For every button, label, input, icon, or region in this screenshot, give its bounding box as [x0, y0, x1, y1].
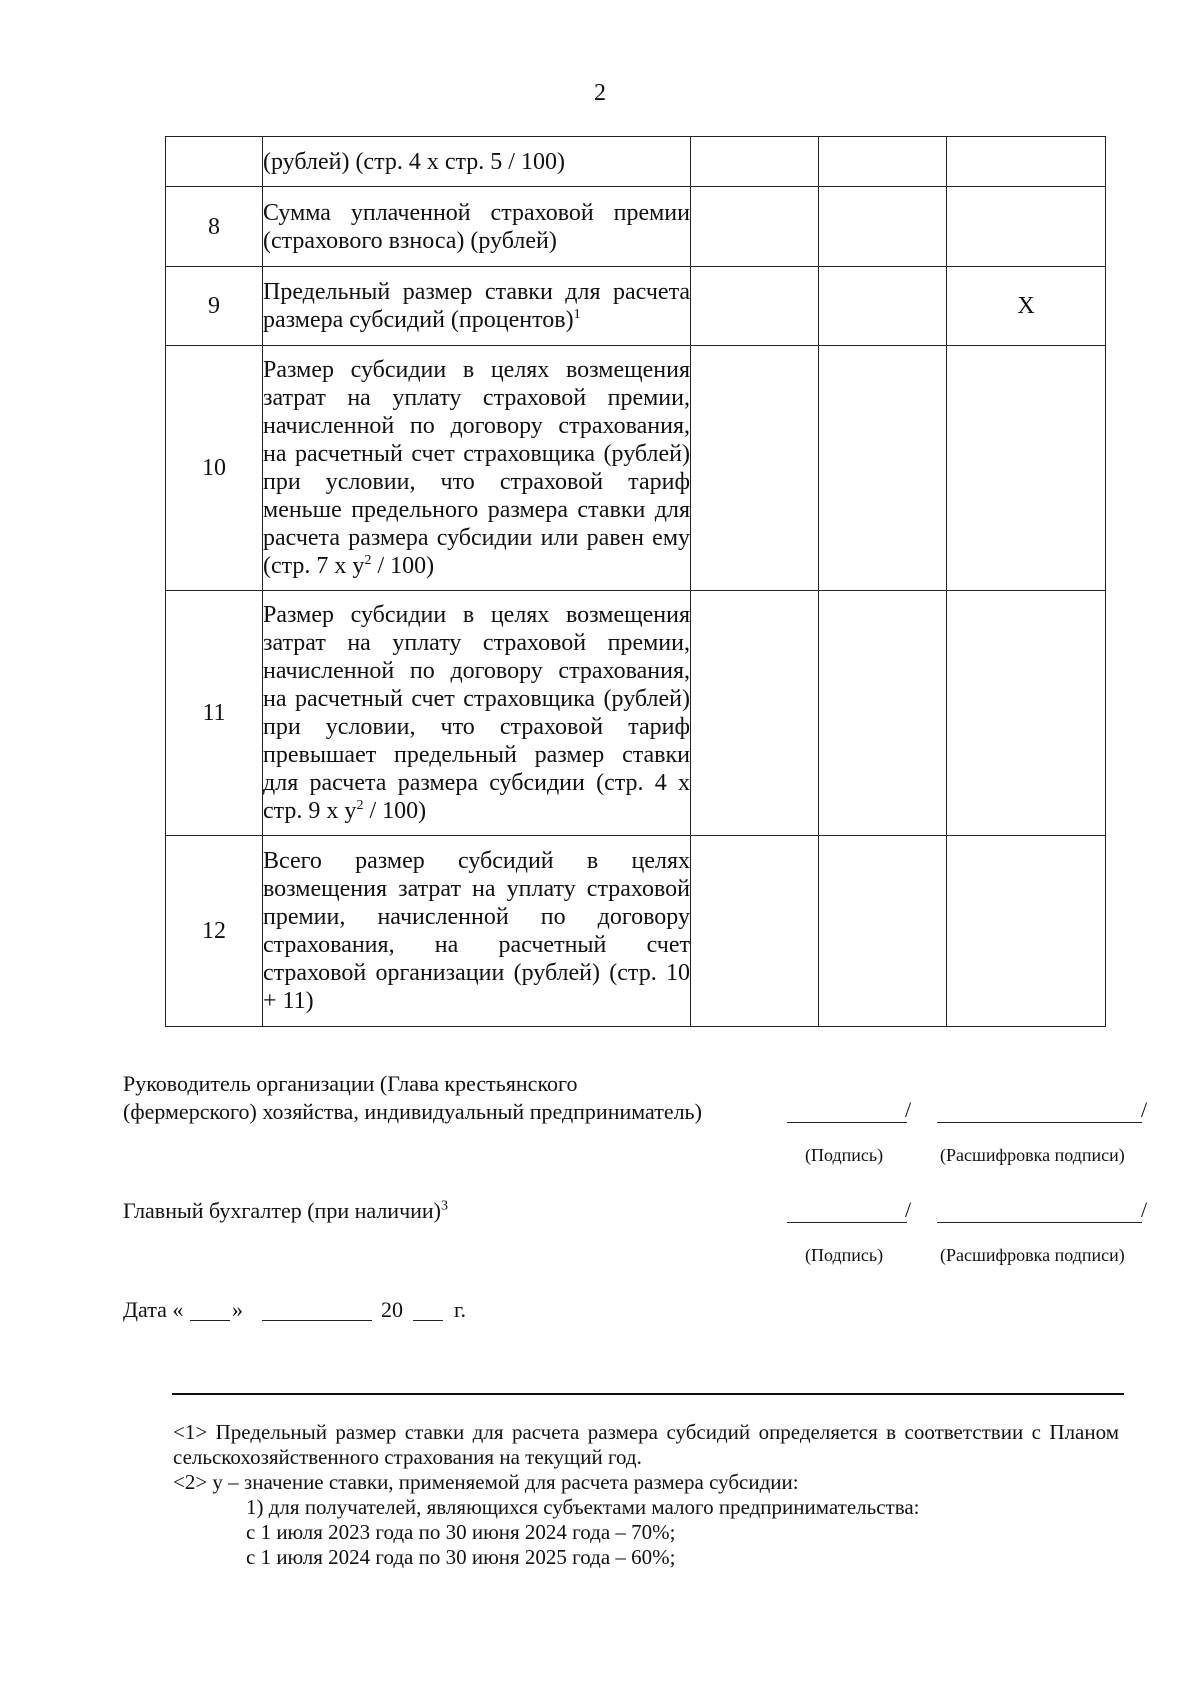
value-cell — [947, 137, 1106, 187]
row-number: 11 — [166, 591, 263, 836]
footnote-ref: 2 — [364, 553, 372, 568]
value-cell — [691, 591, 819, 836]
row-number — [166, 137, 263, 187]
signature-line[interactable] — [787, 1222, 907, 1223]
signature-line[interactable] — [787, 1122, 907, 1123]
table-row — [166, 267, 1106, 346]
date-month-field[interactable] — [262, 1320, 372, 1321]
row-number: 10 — [166, 346, 263, 591]
table-row — [166, 346, 1106, 591]
value-cell — [947, 836, 1106, 1027]
accountant-title: Главный бухгалтер (при наличии)$^3$ — [123, 1198, 449, 1223]
value-cell — [691, 267, 819, 346]
table-row — [166, 591, 1106, 836]
row-description: Сумма уплаченной страховой премии (страхового взноса) (рублей) — [263, 187, 691, 267]
value-cell: Х — [947, 267, 1106, 346]
table-row — [166, 137, 1106, 187]
footnote-ref: 1 — [573, 307, 581, 322]
footnote-separator — [172, 1393, 1124, 1395]
value-cell — [691, 836, 819, 1027]
value-cell — [947, 187, 1106, 267]
value-cell — [819, 836, 947, 1027]
head-title-line1: Руководитель организации (Глава крестьянского — [123, 1071, 578, 1096]
value-cell — [819, 346, 947, 591]
value-cell — [691, 346, 819, 591]
value-cell — [691, 187, 819, 267]
head-title-line2: (фермерского) хозяйства, индивидуальный предприниматель) — [123, 1099, 702, 1124]
signature-decoding-line[interactable] — [937, 1222, 1142, 1223]
footnote-2-item-1: 1) для получателей, являющихся субъектами малого предпринимательства: — [246, 1495, 920, 1519]
separator-slash: / — [1141, 1097, 1148, 1122]
value-cell — [947, 346, 1106, 591]
table-row — [166, 187, 1106, 267]
date-year-suffix: г. — [454, 1297, 467, 1322]
signature-decoding-caption: (Расшифровка подписи) — [940, 1145, 1125, 1165]
row-number: 9 — [166, 267, 263, 346]
row-description: Предельный размер ставки для расчета размера субсидий (процентов)$^1$ — [263, 267, 691, 346]
footnote-1: <1> Предельный размер ставки для расчета размера субсидий определяется в соответствии с Планом сельскохозяйственного страхования на текущий год. — [173, 1420, 1119, 1469]
value-cell — [691, 137, 819, 187]
signature-caption: (Подпись) — [805, 1145, 884, 1165]
row-number: 12 — [166, 836, 263, 1027]
separator-slash: / — [1141, 1197, 1148, 1222]
value-cell — [947, 591, 1106, 836]
footnote-2-period-2: с 1 июля 2024 года по 30 июня 2025 года – 60%; — [246, 1545, 676, 1569]
row-description: (рублей) (стр. 4 х стр. 5 / 100) — [263, 137, 691, 187]
value-cell — [819, 137, 947, 187]
page-number: 2 — [594, 80, 606, 106]
value-cell — [819, 591, 947, 836]
row-description: Размер субсидии в целях возмещения затрат на уплату страховой премии, начисленной по договору страхования, на расчетный счет страховщика (рублей) при условии, что страховой тариф превышает предельный размер ставки для расчета размера субсидии (стр. 4 х стр. 9 х $у^2 / 100$) — [263, 591, 691, 836]
signature-caption: (Подпись) — [805, 1245, 884, 1265]
footnote-2-period-1: с 1 июля 2023 года по 30 июня 2024 года – 70%; — [246, 1520, 676, 1544]
subsidy-calculation-table — [165, 136, 1106, 1027]
separator-slash: / — [905, 1097, 912, 1122]
row-description: Всего размер субсидий в целях возмещения затрат на уплату страховой премии, начисленной по договору страхования, на расчетный счет страховой организации (рублей) (стр. 10 + 11) — [263, 836, 691, 1027]
footnote-2: <2> у – значение ставки, применяемой для расчета размера субсидии: — [173, 1470, 799, 1494]
date-year-field[interactable] — [413, 1320, 443, 1321]
date-year-prefix: 20 — [381, 1297, 403, 1322]
date-prefix: Дата « — [123, 1297, 184, 1322]
date-day-field[interactable] — [190, 1320, 230, 1321]
separator-slash: / — [905, 1197, 912, 1222]
row-description: Размер субсидии в целях возмещения затрат на уплату страховой премии, начисленной по договору страхования, на расчетный счет страховщика (рублей) при условии, что страховой тариф меньше предельного размера ставки для расчета размера субсидии или равен ему (стр. 7 х $у^2 / 100$) — [263, 346, 691, 591]
signature-decoding-caption: (Расшифровка подписи) — [940, 1245, 1125, 1265]
value-cell — [819, 267, 947, 346]
value-cell — [819, 187, 947, 267]
table-row — [166, 836, 1106, 1027]
signature-decoding-line[interactable] — [937, 1122, 1142, 1123]
row-number: 8 — [166, 187, 263, 267]
footnote-ref: 2 — [356, 798, 364, 813]
date-quote-close: » — [232, 1297, 243, 1322]
footnote-ref: 3 — [441, 1198, 449, 1214]
